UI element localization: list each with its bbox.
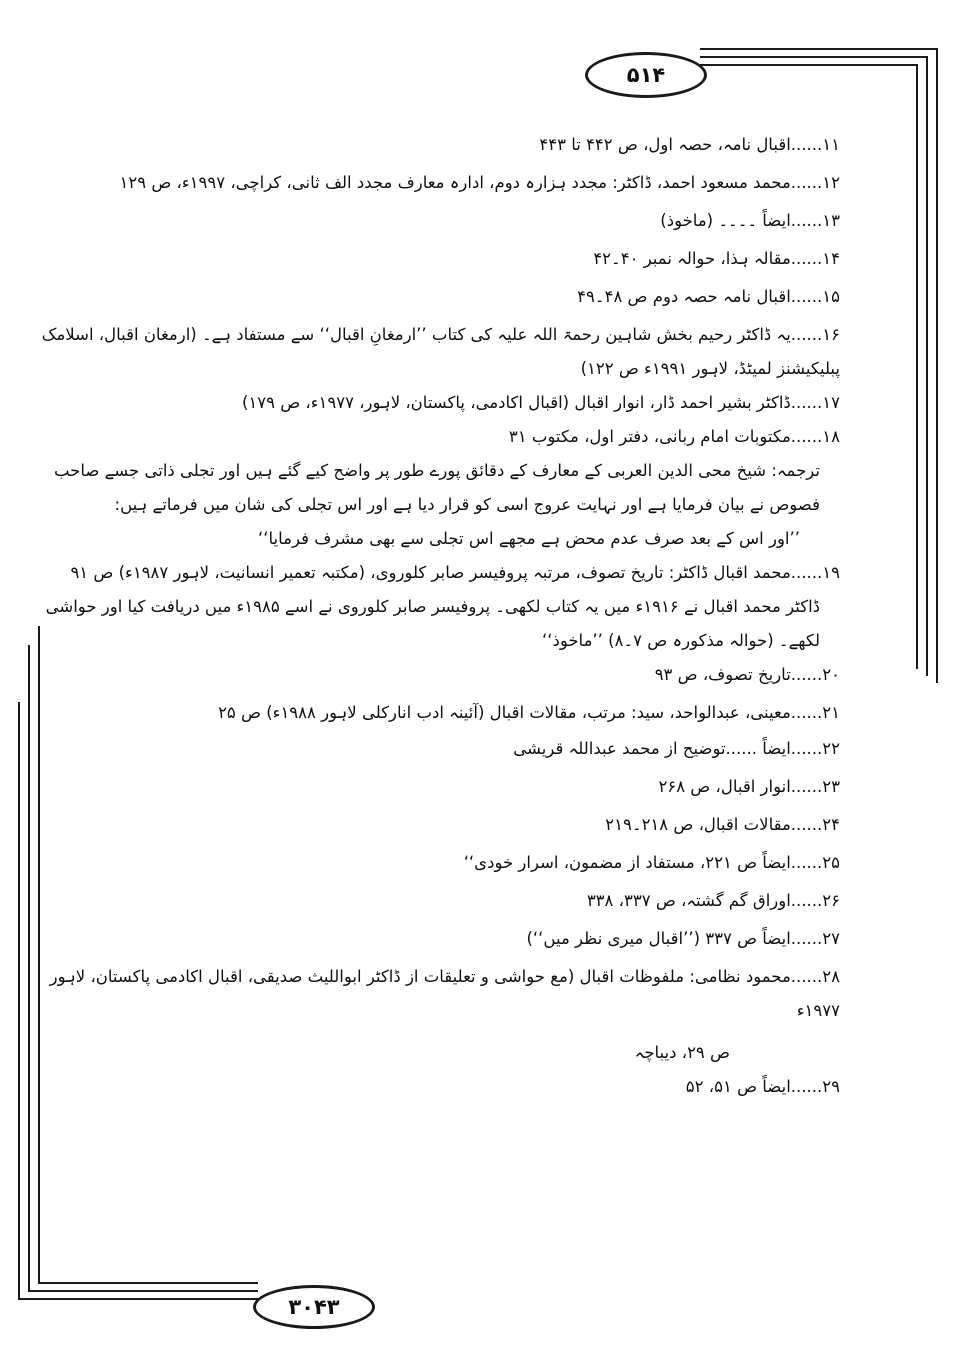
note-23 (40, 770, 840, 804)
note-11 (40, 128, 840, 162)
note-22 (40, 732, 840, 766)
frame-top-line-inner (700, 56, 928, 58)
note-14 (40, 242, 840, 276)
note-13 (40, 204, 840, 238)
note-line: ۱۷......ڈاکٹر بشیر احمد ڈار، انوار اقبال (اقبال اکادمی، پاکستان، لاہور، ۱۹۷۷ء، ص ۱۷۹) (241, 393, 840, 412)
note-line: فصوص نے بیان فرمایا ہے اور نہایت عروج اسی کو قرار دیا ہے اور اس تجلی کی شان میں فرماتے ہیں: (114, 495, 820, 514)
frame-bottom-line-outer (18, 1298, 258, 1300)
note-17 (40, 386, 840, 420)
note-line: ترجمہ: شیخ محی الدین العربی کے معارف کے دقائق پورے طور پر واضح کیے گئے ہیں اور تجلی ذاتی جسے صاحب (53, 461, 820, 480)
frame-left-line-inner (28, 645, 30, 1290)
note-16 (40, 318, 840, 386)
note-18 (40, 420, 840, 556)
frame-bottom-line-third (38, 1282, 258, 1284)
note-line: پبلیکیشنز لمیٹڈ، لاہور ۱۹۹۱ء ص ۱۲۲) (580, 359, 840, 378)
header-page-number (585, 52, 707, 98)
note-25 (40, 846, 840, 880)
note-24 (40, 808, 840, 842)
frame-bottom-line-inner (28, 1290, 258, 1292)
frame-right-line-third (916, 64, 918, 669)
note-12 (40, 166, 840, 200)
note-line: ۲۳......انوار اقبال، ص ۲۶۸ (658, 777, 840, 796)
note-26 (40, 884, 840, 918)
note-line: ۱۳......ایضاً ۔۔۔۔ (ماخوذ) (660, 211, 840, 230)
note-19 (40, 556, 840, 658)
note-line: ۱۵......اقبال نامہ حصہ دوم ص ۴۸۔۴۹ (577, 287, 840, 306)
note-28 (40, 960, 840, 1070)
note-line: ۲۰......تاریخ تصوف، ص ۹۳ (654, 665, 840, 684)
note-line: ۲۲......ایضاً ......توضیح از محمد عبداللہ قریشی (513, 739, 840, 758)
note-line: ۱۱......اقبال نامہ، حصہ اول، ص ۴۴۲ تا ۴۴۳ (539, 135, 840, 154)
note-line: ۲۱......معینی، عبدالواحد، سید: مرتب، مقالات اقبال (آئینہ ادب انارکلی لاہور ۱۹۸۸ء) ص ۲۵ (218, 703, 840, 722)
note-line: ۱۲......محمد مسعود احمد، ڈاکٹر: مجدد ہزارہ دوم، ادارہ معارف مجدد الف ثانی، کراچی، ۱۹۹۷ء، ص ۱۲۹ (119, 173, 840, 192)
note-line: ۲۹......ایضاً ص ۵۱، ۵۲ (685, 1077, 840, 1096)
note-15 (40, 280, 840, 314)
note-21 (40, 696, 840, 730)
note-line: ۱۶......یہ ڈاکٹر رحیم بخش شاہین رحمۃ اللہ علیہ کی کتاب ’’ارمغانِ اقبال‘‘ سے مستفاد ہے۔ (ارمغان اقبال، اسلامک (41, 325, 840, 344)
note-line: ۱۹......محمد اقبال ڈاکٹر: تاریخ تصوف، مرتبہ پروفیسر صابر کلوروی، (مکتبہ تعمیر انسانیت، لاہور ۱۹۸۷ء) ص ۹۱ (70, 563, 840, 582)
frame-top-line-outer (700, 48, 938, 50)
note-line: ڈاکٹر محمد اقبال نے ۱۹۱۶ء میں یہ کتاب لکھی۔ پروفیسر صابر کلوروی نے اسے ۱۹۸۵ء میں دریافت کیا اور حواشی (45, 597, 820, 616)
frame-right-line-inner (926, 56, 928, 676)
note-27 (40, 922, 840, 956)
header-page-number-text: ۵۱۴ (626, 63, 666, 87)
note-29 (40, 1070, 840, 1104)
note-line: ص ۲۹، دیباچہ (634, 1043, 730, 1062)
frame-left-line-outer (18, 702, 20, 1300)
footnotes-list (40, 128, 840, 1104)
note-line: ۲۶......اوراق گم گشتہ، ص ۳۳۷، ۳۳۸ (586, 891, 840, 910)
frame-right-line-outer (936, 48, 938, 683)
note-line: لکھے۔ (حوالہ مذکورہ ص ۷۔۸) ’’ماخوذ‘‘ (542, 631, 820, 650)
note-line: ۲۵......ایضاً ص ۲۲۱، مستفاد از مضمون، اسرار خودی‘‘ (463, 853, 840, 872)
footer-page-number-text: ۳۰۴۳ (288, 1295, 340, 1319)
note-line: ۲۴......مقالات اقبال، ص ۲۱۸۔۲۱۹ (605, 815, 840, 834)
note-line: ۲۸......محمود نظامی: ملفوظات اقبال (مع حواشی و تعلیقات از ڈاکٹر ابواللیث صدیقی، اقبال اکادمی پاکستان، لاہور ۱۹۷۷ء (49, 967, 840, 1020)
note-line: ۱۸......مکتوبات امام ربانی، دفتر اول، مکتوب ۳۱ (508, 427, 840, 446)
footer-page-number (253, 1285, 375, 1329)
note-line: ۱۴......مقالہ ہذا، حوالہ نمبر ۴۰۔۴۲ (593, 249, 840, 268)
note-line: ۲۷......ایضاً ص ۳۳۷ (’’اقبال میری نظر میں‘‘) (526, 929, 840, 948)
note-quote: ’’اور اس کے بعد صرف عدم محض ہے مجھے اس تجلی سے بھی مشرف فرمایا‘‘ (257, 529, 800, 548)
frame-top-line-third (700, 64, 918, 66)
note-20 (40, 658, 840, 692)
